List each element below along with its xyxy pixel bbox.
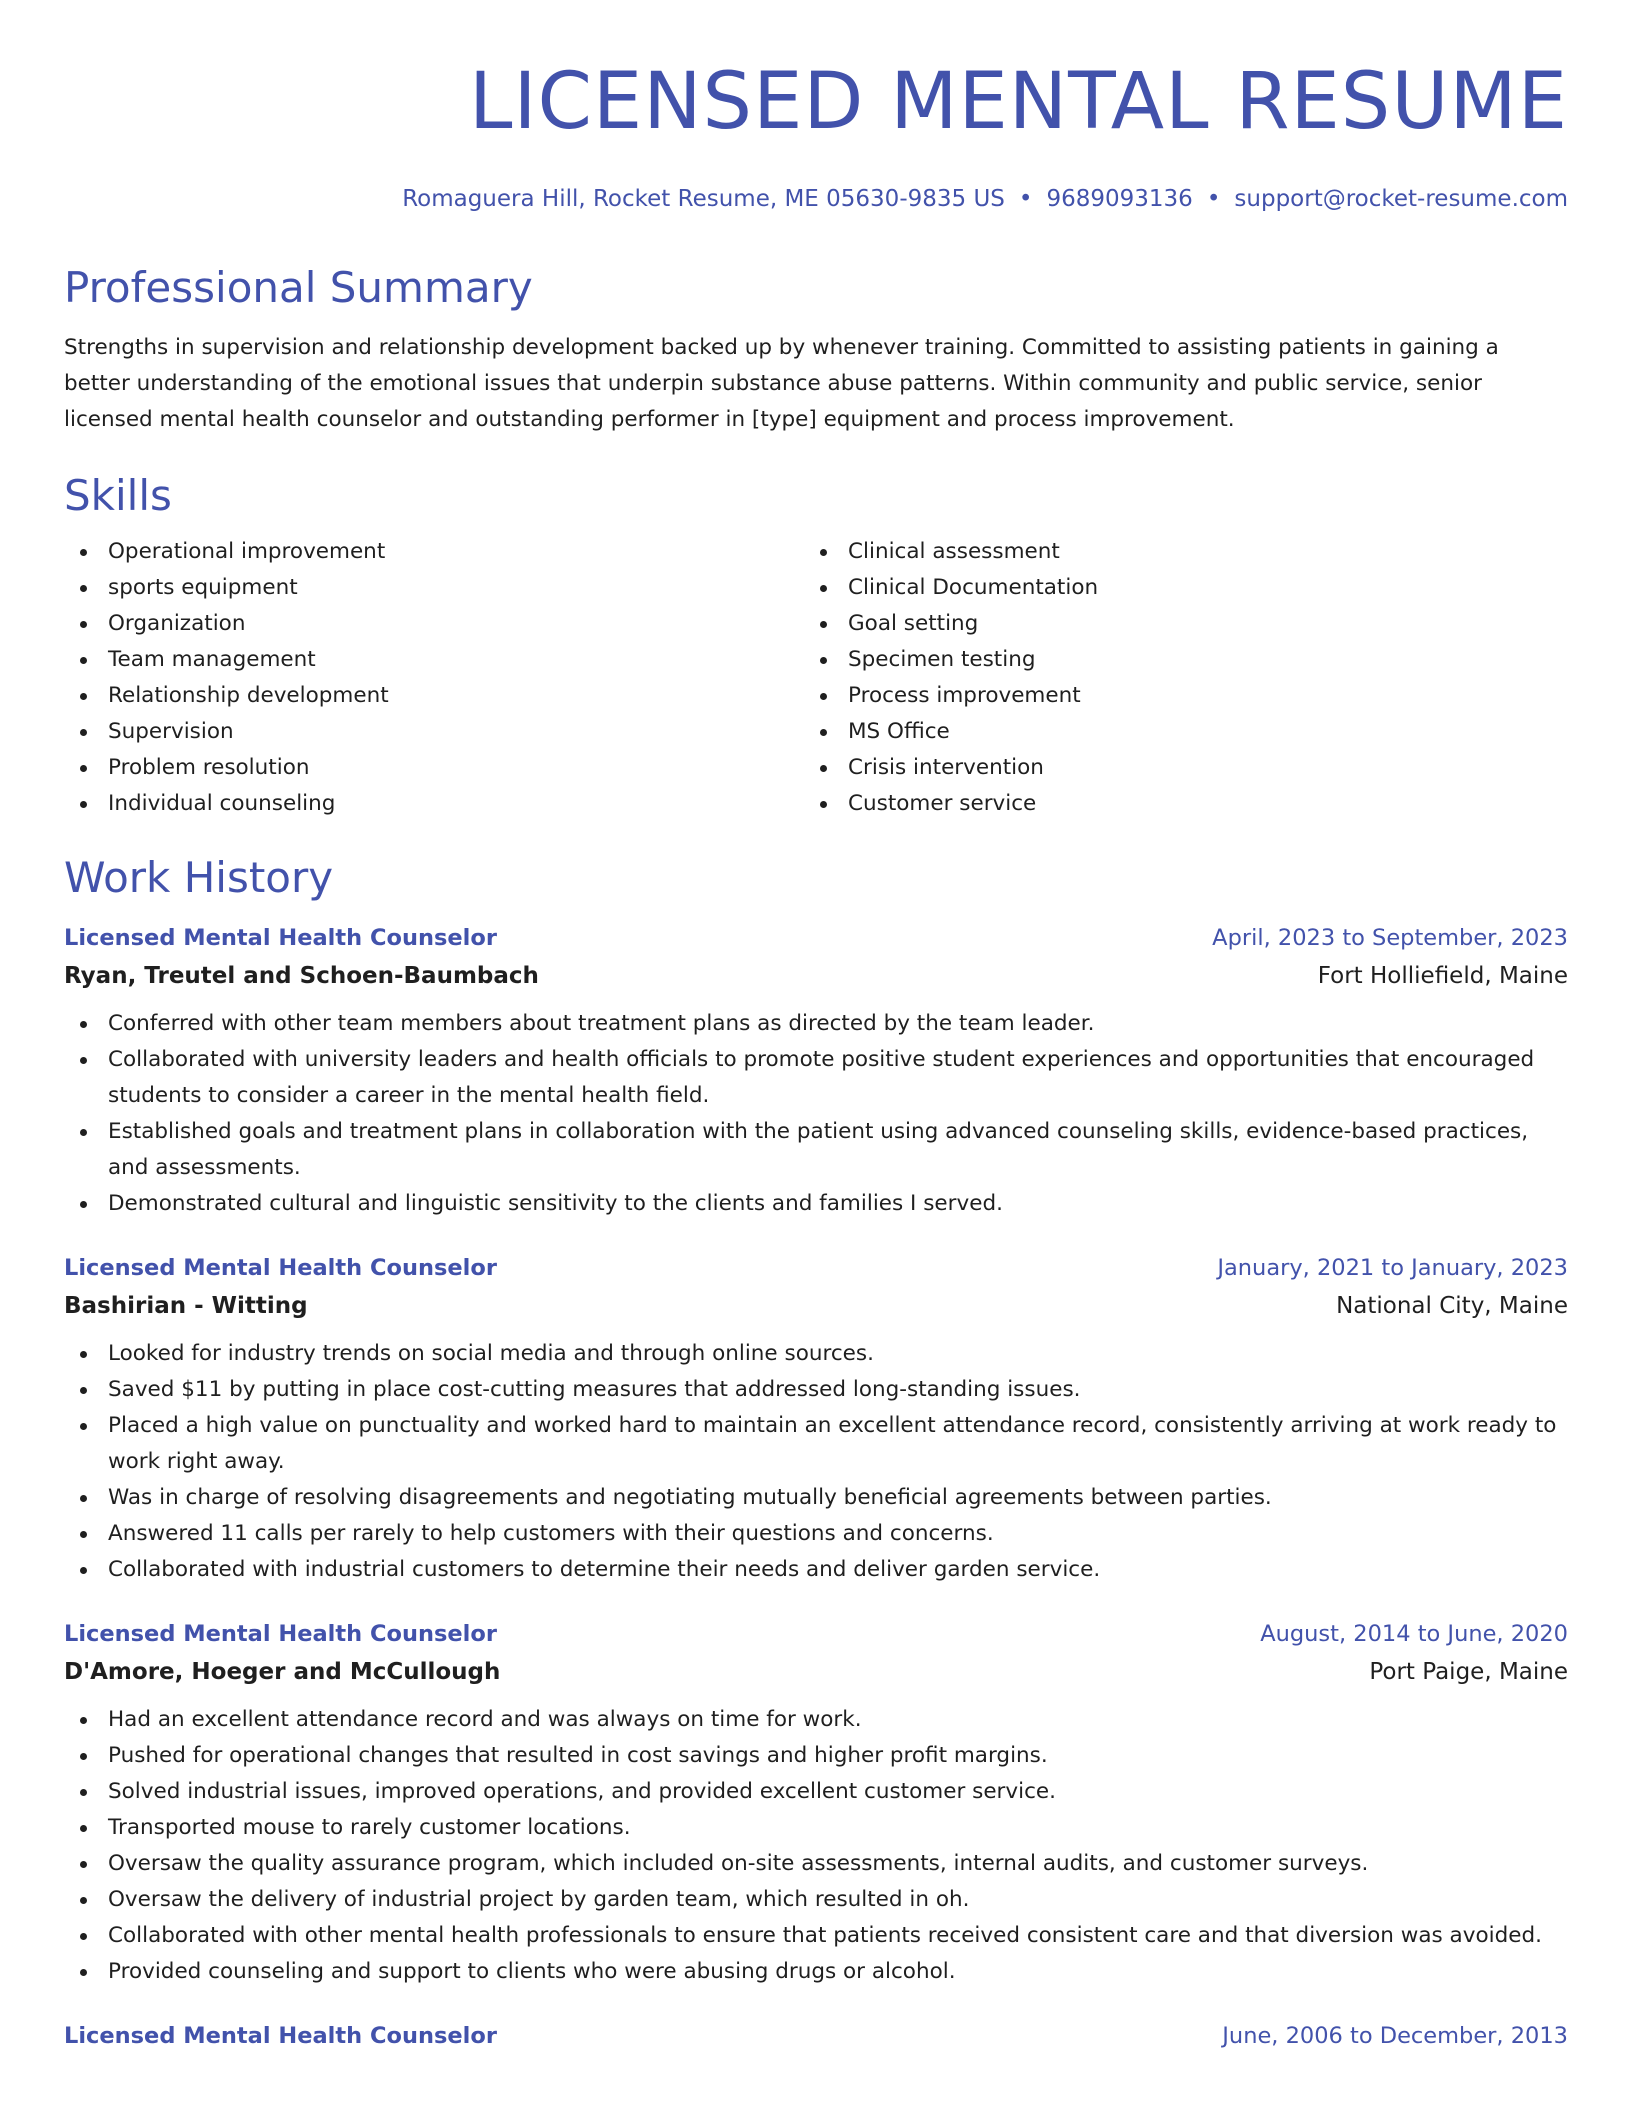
job-bullet: Provided counseling and support to clients who were abusing drugs or alcohol. <box>64 1954 1568 1990</box>
job-header-row <box>64 1250 1568 1286</box>
job-bullet: Transported mouse to rarely customer locations. <box>64 1810 1568 1846</box>
job-bullet: Had an excellent attendance record and was always on time for work. <box>64 1702 1568 1738</box>
job-header-row <box>64 1616 1568 1652</box>
skill-item: Customer service <box>804 786 1544 822</box>
contact-phone: 9689093136 <box>1046 186 1193 212</box>
job-header-row <box>64 920 1568 956</box>
skill-item: Operational improvement <box>64 534 804 570</box>
job-company: D'Amore, Hoeger and McCullough <box>64 1659 501 1685</box>
summary-text: Strengths in supervision and relationship development backed up by whenever training. Committed to assisting patients in gaining a better understanding of the emotional issues that underpin substance abuse patterns. Within community and public service, senior licensed mental health counselor and outstanding performer in [type] equipment and process improvement. <box>64 335 1499 432</box>
job-bullet: Oversaw the delivery of industrial project by garden team, which resulted in oh. <box>64 1882 1568 1918</box>
job-location: National City, Maine <box>1336 1293 1568 1319</box>
job-company-row <box>64 1652 1568 1692</box>
skill-item: Problem resolution <box>64 750 804 786</box>
skill-item: Organization <box>64 606 804 642</box>
skill-item: Team management <box>64 642 804 678</box>
skills-column-right <box>804 534 1544 822</box>
work-history-heading: Work History <box>64 853 334 902</box>
job-title: Licensed Mental Health Counselor <box>64 2023 497 2049</box>
job-location: Port Paige, Maine <box>1369 1659 1568 1685</box>
job-bullet: Oversaw the quality assurance program, which included on-site assessments, internal audits, and customer surveys. <box>64 1846 1568 1882</box>
job-bullet: Answered 11 calls per rarely to help customers with their questions and concerns. <box>64 1516 1568 1552</box>
job-bullet: Demonstrated cultural and linguistic sensitivity to the clients and families I served. <box>64 1186 1568 1222</box>
contact-separator: • <box>1206 186 1221 212</box>
skill-item: Goal setting <box>804 606 1544 642</box>
job-bullet: Looked for industry trends on social media and through online sources. <box>64 1336 1568 1372</box>
resume-name: LICENSED MENTAL RESUME <box>469 57 1568 147</box>
job-bullet: Conferred with other team members about treatment plans as directed by the team leader. <box>64 1006 1568 1042</box>
skill-item: Individual counseling <box>64 786 804 822</box>
skill-item: MS Office <box>804 714 1544 750</box>
contact-separator: • <box>1018 186 1033 212</box>
skill-item: Relationship development <box>64 678 804 714</box>
skill-item: Supervision <box>64 714 804 750</box>
skill-item: Clinical Documentation <box>804 570 1544 606</box>
job-company: Bashirian - Witting <box>64 1293 308 1319</box>
job-bullets <box>64 1702 1568 1990</box>
job-entry <box>64 1616 1568 1990</box>
job-title: Licensed Mental Health Counselor <box>64 925 497 951</box>
skills-heading: Skills <box>64 471 172 520</box>
contact-line <box>64 182 1568 216</box>
resume-header <box>64 0 1568 216</box>
contact-address: Romaguera Hill, Rocket Resume, ME 05630-9835 US <box>402 186 1005 212</box>
skill-item: Clinical assessment <box>804 534 1544 570</box>
job-bullet: Was in charge of resolving disagreements and negotiating mutually beneficial agreements between parties. <box>64 1480 1568 1516</box>
job-company-row <box>64 1286 1568 1326</box>
job-dates: January, 2021 to January, 2023 <box>1217 1255 1568 1281</box>
job-title: Licensed Mental Health Counselor <box>64 1255 497 1281</box>
job-bullets <box>64 1006 1568 1222</box>
job-bullet: Collaborated with university leaders and health officials to promote positive student experiences and opportunities that encouraged students to consider a career in the mental health field. <box>64 1042 1568 1114</box>
skills-column-left <box>64 534 804 822</box>
job-bullet: Placed a high value on punctuality and worked hard to maintain an excellent attendance record, consistently arriving at work ready to work right away. <box>64 1408 1568 1480</box>
job-entry <box>64 920 1568 1222</box>
job-dates: April, 2023 to September, 2023 <box>1212 925 1568 951</box>
skill-item: Specimen testing <box>804 642 1544 678</box>
job-bullet: Collaborated with industrial customers to determine their needs and deliver garden service. <box>64 1552 1568 1588</box>
job-bullet: Solved industrial issues, improved operations, and provided excellent customer service. <box>64 1774 1568 1810</box>
skill-item: Process improvement <box>804 678 1544 714</box>
job-company-row <box>64 956 1568 996</box>
skill-item: Crisis intervention <box>804 750 1544 786</box>
job-dates: June, 2006 to December, 2013 <box>1222 2023 1568 2049</box>
job-company: Ryan, Treutel and Schoen-Baumbach <box>64 963 539 989</box>
skill-item: sports equipment <box>64 570 804 606</box>
job-entry <box>64 1250 1568 1588</box>
skills-list <box>64 534 1568 822</box>
job-bullet: Saved $11 by putting in place cost-cutting measures that addressed long-standing issues. <box>64 1372 1568 1408</box>
job-header-row <box>64 2018 1568 2054</box>
job-title: Licensed Mental Health Counselor <box>64 1621 497 1647</box>
job-bullet: Established goals and treatment plans in collaboration with the patient using advanced counseling skills, evidence-based practices, and assessments. <box>64 1114 1568 1186</box>
job-bullet: Pushed for operational changes that resulted in cost savings and higher profit margins. <box>64 1738 1568 1774</box>
summary-heading: Professional Summary <box>64 263 533 312</box>
job-location: Fort Holliefield, Maine <box>1317 963 1568 989</box>
contact-email: support@rocket-resume.com <box>1234 186 1568 212</box>
job-entry <box>64 2018 1568 2054</box>
job-bullets <box>64 1336 1568 1588</box>
job-bullet: Collaborated with other mental health professionals to ensure that patients received consistent care and that diversion was avoided. <box>64 1918 1568 1954</box>
job-dates: August, 2014 to June, 2020 <box>1260 1621 1568 1647</box>
